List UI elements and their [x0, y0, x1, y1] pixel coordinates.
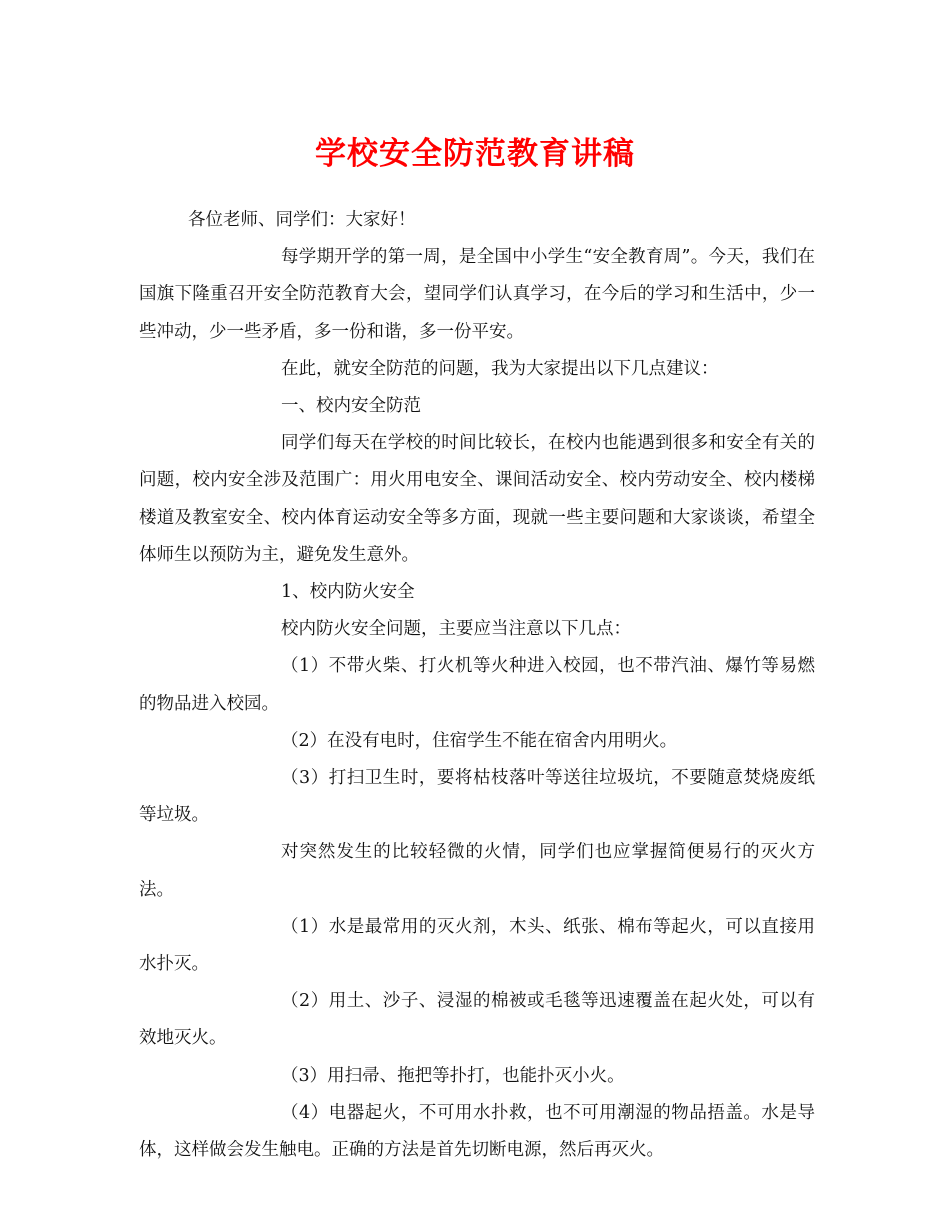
extinguish-method-item: （1）水是最常用的灭火剂，木头、纸张、棉布等起火，可以直接用水扑灭。: [139, 916, 815, 975]
extinguish-method-item: （2）用土、沙子、浸湿的棉被或毛毯等迅速覆盖在起火处，可以有效地灭火。: [139, 991, 815, 1049]
fire-rule-item: （3）打扫卫生时，要将枯枝落叶等送往垃圾坑，不要随意焚烧废纸等垃圾。: [139, 768, 815, 826]
document-body: [139, 202, 815, 1169]
paragraph-extinguish-intro: 对突然发生的比较轻微的火情，同学们也应掌握简便易行的灭火方法。: [139, 842, 815, 900]
paragraph-fire-safety-intro: 校内防火安全问题，主要应当注意以下几点：: [281, 619, 631, 640]
extinguish-method-item: （4）电器起火，不可用水扑救，也不可用潮湿的物品捂盖。水是导体，这样做会发生触电。正确的方法是首先切断电源，然后再灭火。: [139, 1102, 815, 1161]
paragraph-intro: 每学期开学的第一周，是全国中小学生“安全教育周”。今天，我们在国旗下隆重召开安全防范教育大会，望同学们认真学习，在今后的学习和生活中，少一些冲动，少一些矛盾，多一份和谐，多一份平安。: [139, 247, 815, 342]
fire-rule-item: （2）在没有电时，住宿学生不能在宿舍内用明火。: [281, 730, 678, 751]
fire-rule-item: （1）不带火柴、打火机等火种进入校园，也不带汽油、爆竹等易燃的物品进入校园。: [139, 656, 815, 714]
salutation: 各位老师、同学们：大家好！: [188, 210, 416, 230]
extinguish-method-item: （3）用扫帚、拖把等扑打，也能扑灭小火。: [281, 1065, 625, 1086]
section-heading-campus-safety: 一、校内安全防范: [281, 396, 421, 417]
paragraph-suggestions: 在此，就安全防范的问题，我为大家提出以下几点建议：: [281, 358, 719, 379]
document-title: 学校安全防范教育讲稿: [315, 136, 635, 172]
paragraph-campus-safety: 同学们每天在学校的时间比较长，在校内也能遇到很多和安全有关的问题，校内安全涉及范围广：用火用电安全、课间活动安全、校内劳动安全、校内楼梯楼道及教室安全、校内体育运动安全等多方面，现就一些主要问题和大家谈谈，希望全体师生以预防为主，避免发生意外。: [139, 433, 815, 565]
subsection-heading-fire-safety: 1、校内防火安全: [281, 582, 415, 603]
